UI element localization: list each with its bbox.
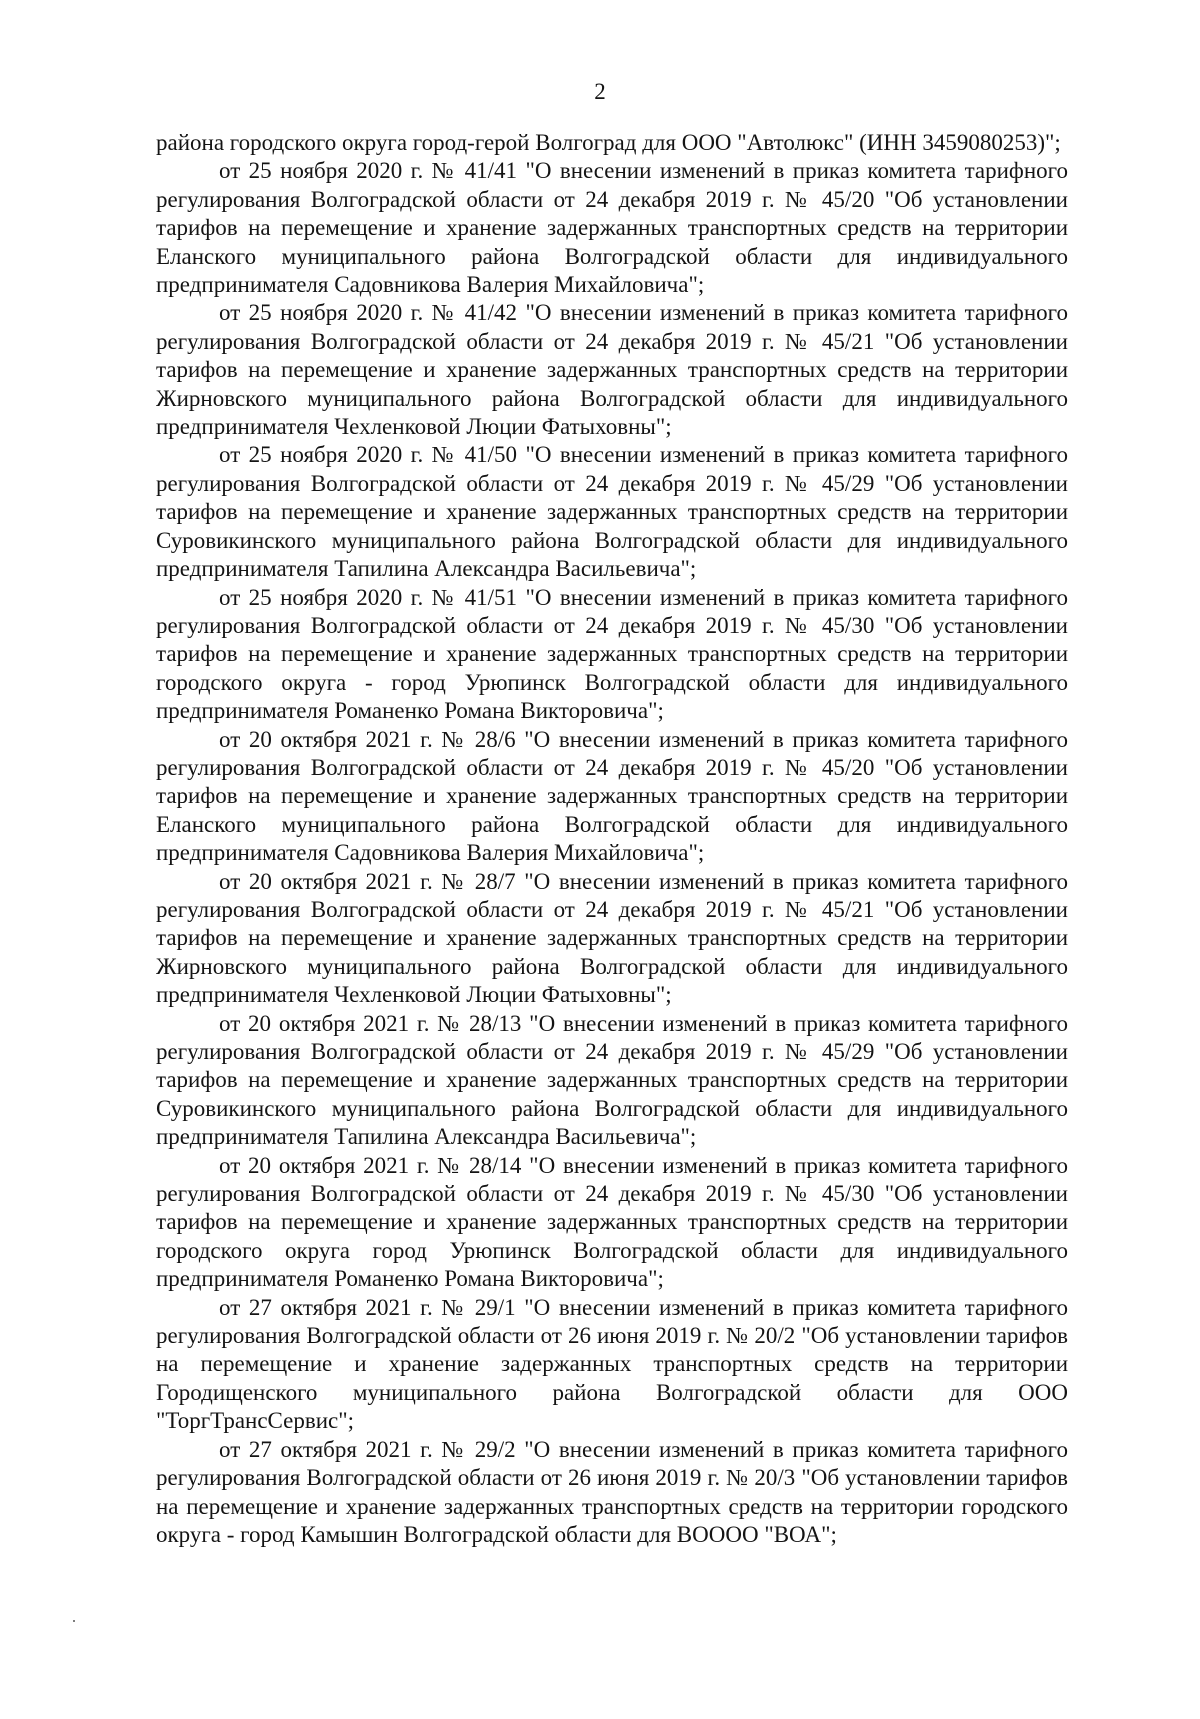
document-body bbox=[156, 129, 1068, 1549]
paragraph-order-28-13: от 20 октября 2021 г. № 28/13 "О внесении изменений в приказ комитета тарифного регулирования Волгоградской области от 24 декабря 2019 г. № 45/29 "Об установлении тарифов на перемещение и хранение задержанных транспортных средств на территории Суровикинского муниципального района Волгоградской области для индивидуального предпринимателя Тапилина Александра Васильевича"; bbox=[156, 1010, 1068, 1150]
paragraph-order-29-1: от 27 октября 2021 г. № 29/1 "О внесении изменений в приказ комитета тарифного регулирования Волгоградской области от 26 июня 2019 г. № 20/2 "Об установлении тарифов на перемещение и хранение задержанных транспортных средств на территории Городищенского муниципального района Волгоградской области для ООО "ТоргТрансСервис"; bbox=[156, 1294, 1068, 1434]
paragraph-order-41-50: от 25 ноября 2020 г. № 41/50 "О внесении изменений в приказ комитета тарифного регулирования Волгоградской области от 24 декабря 2019 г. № 45/29 "Об установлении тарифов на перемещение и хранение задержанных транспортных средств на территории Суровикинского муниципального района Волгоградской области для индивидуального предпринимателя Тапилина Александра Васильевича"; bbox=[156, 442, 1068, 582]
paragraph-order-28-6: от 20 октября 2021 г. № 28/6 "О внесении изменений в приказ комитета тарифного регулирования Волгоградской области от 24 декабря 2019 г. № 45/20 "Об установлении тарифов на перемещение и хранение задержанных транспортных средств на территории Еланского муниципального района Волгоградской области для индивидуального предпринимателя Садовникова Валерия Михайловича"; bbox=[156, 726, 1068, 866]
paragraph-order-41-42: от 25 ноября 2020 г. № 41/42 "О внесении изменений в приказ комитета тарифного регулирования Волгоградской области от 24 декабря 2019 г. № 45/21 "Об установлении тарифов на перемещение и хранение задержанных транспортных средств на территории Жирновского муниципального района Волгоградской области для индивидуального предпринимателя Чехленковой Люции Фатыховны"; bbox=[156, 300, 1068, 440]
paragraph-order-28-7: от 20 октября 2021 г. № 28/7 "О внесении изменений в приказ комитета тарифного регулирования Волгоградской области от 24 декабря 2019 г. № 45/21 "Об установлении тарифов на перемещение и хранение задержанных транспортных средств на территории Жирновского муниципального района Волгоградской области для индивидуального предпринимателя Чехленковой Люции Фатыховны"; bbox=[156, 868, 1068, 1008]
paragraph-continuation: района городского округа город-герой Волгоград для ООО "Автолюкс" (ИНН 3459080253)"; bbox=[156, 130, 1061, 155]
page-number: 2 bbox=[594, 79, 606, 104]
paragraph-order-28-14: от 20 октября 2021 г. № 28/14 "О внесении изменений в приказ комитета тарифного регулирования Волгоградской области от 24 декабря 2019 г. № 45/30 "Об установлении тарифов на перемещение и хранение задержанных транспортных средств на территории городского округа город Урюпинск Волгоградской области для индивидуального предпринимателя Романенко Романа Викторовича"; bbox=[156, 1152, 1068, 1292]
scan-artifact-dot bbox=[73, 1620, 75, 1622]
paragraph-order-41-41: от 25 ноября 2020 г. № 41/41 "О внесении изменений в приказ комитета тарифного регулирования Волгоградской области от 24 декабря 2019 г. № 45/20 "Об установлении тарифов на перемещение и хранение задержанных транспортных средств на территории Еланского муниципального района Волгоградской области для индивидуального предпринимателя Садовникова Валерия Михайловича"; bbox=[156, 158, 1068, 298]
paragraph-order-41-51: от 25 ноября 2020 г. № 41/51 "О внесении изменений в приказ комитета тарифного регулирования Волгоградской области от 24 декабря 2019 г. № 45/30 "Об установлении тарифов на перемещение и хранение задержанных транспортных средств на территории городского округа - город Урюпинск Волгоградской области для индивидуального предпринимателя Романенко Романа Викторовича"; bbox=[156, 584, 1068, 724]
paragraph-order-29-2: от 27 октября 2021 г. № 29/2 "О внесении изменений в приказ комитета тарифного регулирования Волгоградской области от 26 июня 2019 г. № 20/3 "Об установлении тарифов на перемещение и хранение задержанных транспортных средств на территории городского округа - город Камышин Волгоградской области для ВОООО "ВОА"; bbox=[156, 1436, 1068, 1547]
